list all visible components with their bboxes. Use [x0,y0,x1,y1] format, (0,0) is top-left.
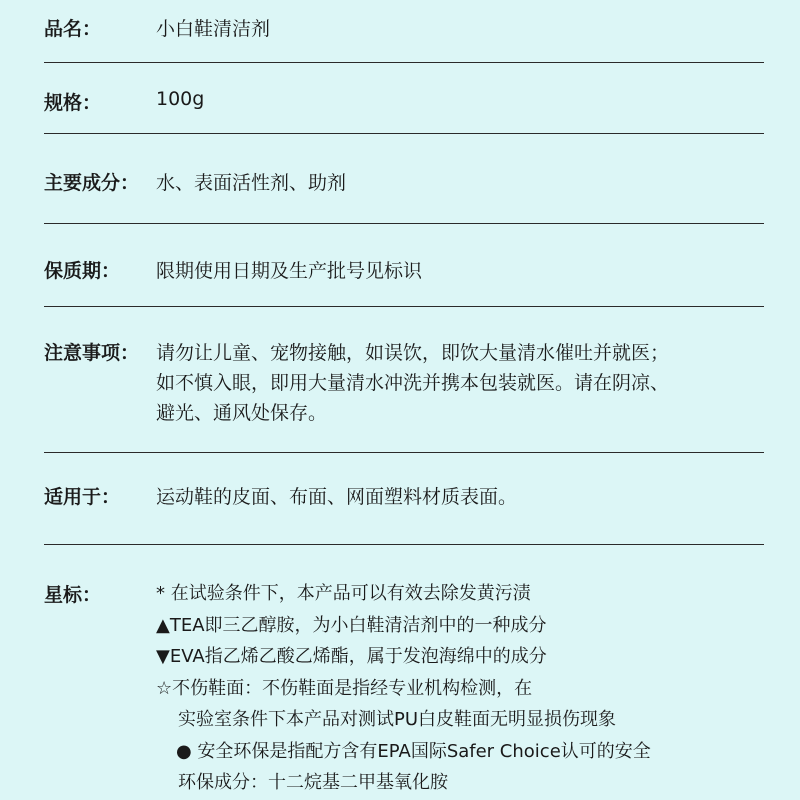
star-notes-label: 星标： [44,584,102,606]
shelf-life-label: 保质期： [44,260,121,282]
precautions-text [156,338,669,428]
divider [44,544,764,545]
precautions-line: 如不慎入眼，即用大量清水冲洗并携本包装就医。请在阴凉、 [156,372,670,394]
spec-label: 规格： [44,92,102,114]
divider [44,306,764,307]
star-note-bullet: ● 安全环保是指配方含有EPA国际Safer Choice认可的安全 [176,740,651,762]
precautions-label: 注意事项： [44,342,140,364]
star-note-triangle-down: ▼EVA指乙烯乙酸乙烯酯，属于发泡海绵中的成分 [156,646,547,667]
shelf-life-value: 限期使用日期及生产批号见标识 [156,260,423,282]
divider [44,452,764,453]
ingredients-value: 水、表面活性剂、助剂 [156,172,347,194]
ingredients-label: 主要成分： [44,172,140,194]
star-note-triangle-up: ▲TEA即三乙醇胺，为小白鞋清洁剂中的一种成分 [156,614,547,636]
divider [44,223,764,224]
applicable-value: 运动鞋的皮面、布面、网面塑料材质表面。 [156,486,518,508]
star-note-star: ☆不伤鞋面：不伤鞋面是指经专业机构检测，在 [156,677,533,699]
product-name-label: 品名： [44,18,102,40]
divider [44,133,764,134]
precautions-line: 避光、通风处保存。 [156,402,328,424]
star-notes-text [156,578,651,799]
spec-value: 100g [156,88,205,110]
star-note-asterisk: * 在试验条件下，本产品可以有效去除发黄污渍 [156,583,531,604]
divider [44,62,764,63]
star-note-bullet-cont: 环保成分：十二烷基二甲基氧化胺 [178,772,448,793]
precautions-line: 请勿让儿童、宠物接触，如误饮，即饮大量清水催吐并就医； [156,342,670,364]
applicable-label: 适用于： [44,486,121,508]
product-name-value: 小白鞋清洁剂 [156,18,271,40]
star-note-star-cont: 实验室条件下本产品对测试PU白皮鞋面无明显损伤现象 [178,709,617,730]
